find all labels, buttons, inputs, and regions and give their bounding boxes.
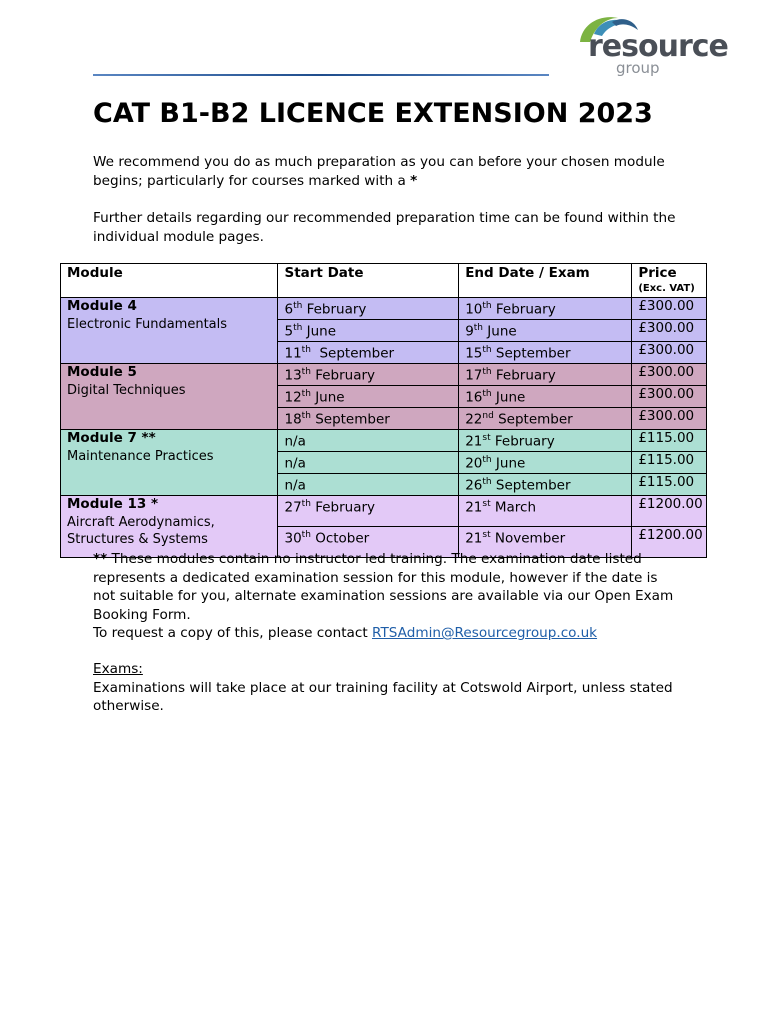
start-date-cell (278, 342, 459, 364)
end-day: 17 (465, 367, 483, 384)
end-ordinal: st (482, 433, 491, 443)
start-date-cell (278, 320, 459, 342)
logo-subword: group (616, 59, 660, 77)
module-name: Module 5 (67, 364, 137, 380)
price-cell: £300.00 (632, 320, 707, 342)
end-date-cell (459, 452, 632, 474)
schedule-table (60, 263, 707, 558)
end-day: 15 (465, 345, 483, 362)
start-day: 30 (284, 530, 302, 547)
end-month: November (490, 530, 566, 547)
table-row (61, 496, 707, 527)
end-date-cell (459, 430, 632, 452)
module-cell (61, 364, 278, 430)
end-day: 21 (465, 530, 483, 547)
price-cell: £1200.00 (632, 527, 707, 558)
end-ordinal: th (482, 477, 492, 487)
end-date-cell (459, 496, 632, 527)
start-date-cell (278, 386, 459, 408)
start-month: September (310, 345, 395, 362)
end-day: 9 (465, 323, 474, 340)
end-ordinal: nd (482, 411, 494, 421)
end-month: June (483, 323, 517, 340)
end-day: 20 (465, 455, 483, 472)
start-ordinal: th (293, 301, 303, 311)
table-row (61, 298, 707, 320)
header-end-date: End Date / Exam (459, 264, 632, 298)
module-name: Module 4 (67, 298, 137, 314)
start-date-cell (278, 408, 459, 430)
table-header-row (61, 264, 707, 298)
start-day: 11 (284, 345, 302, 362)
end-day: 22 (465, 411, 483, 428)
start-month: October (310, 530, 370, 547)
end-ordinal: th (482, 455, 492, 465)
price-cell: £115.00 (632, 474, 707, 496)
resource-group-logo (572, 12, 742, 78)
end-month: February (490, 433, 555, 450)
start-date-cell (278, 474, 459, 496)
start-day: 6 (284, 301, 294, 318)
start-month: September (310, 411, 390, 428)
exams-text: Examinations will take place at our training facility at Cotswold Airport, unless stated otherwise. (93, 679, 673, 714)
start-month: June (302, 323, 337, 340)
end-month: September (491, 345, 571, 362)
start-month: February (310, 499, 376, 516)
end-ordinal: th (473, 323, 484, 333)
logo-wordmark: resource (588, 29, 728, 64)
end-date-cell (459, 364, 632, 386)
start-day: 5 (284, 323, 294, 340)
intro-paragraph-2: Further details regarding our recommended preparation time can be found within the individual module pages. (93, 210, 676, 245)
module-name: Module 13 * (67, 496, 159, 512)
price-cell: £115.00 (632, 452, 707, 474)
module-cell (61, 496, 278, 558)
end-day: 26 (465, 477, 483, 494)
end-day: 21 (465, 499, 483, 516)
start-ordinal: th (301, 389, 311, 399)
header-price (632, 264, 707, 298)
start-date-cell (278, 298, 459, 320)
start-month: June (310, 389, 345, 406)
start-ordinal: th (301, 530, 311, 540)
end-ordinal: th (482, 367, 492, 377)
end-ordinal: st (482, 530, 491, 540)
end-date-cell (459, 298, 632, 320)
price-cell: £1200.00 (632, 496, 707, 527)
start-month: February (310, 367, 376, 384)
price-cell: £300.00 (632, 342, 707, 364)
start-ordinal: th (301, 345, 311, 355)
table-row (61, 364, 707, 386)
notes-text: These modules contain no instructor led training. The examination date listed represents a dedicated examination session for this module, however if the date is not suitable for you, alternate examination sessions are available via our Open Exam Booking Form. (93, 551, 674, 623)
start-date-cell (278, 496, 459, 527)
module-cell (61, 430, 278, 496)
intro-text: We recommend you do as much preparation as you can before your chosen module begins; particularly for courses marked with a (93, 154, 665, 189)
start-ordinal: th (293, 323, 303, 333)
end-month: June (491, 389, 526, 406)
intro-star: * (410, 172, 418, 189)
module-name: Module 7 ** (67, 430, 156, 446)
end-date-cell (459, 342, 632, 364)
end-ordinal: th (482, 389, 492, 399)
end-ordinal: th (482, 301, 492, 311)
module-description: Electronic Fundamentals (67, 316, 228, 332)
page-title: CAT B1-B2 LICENCE EXTENSION 2023 (93, 98, 653, 129)
end-day: 16 (465, 389, 483, 406)
header-rule (93, 74, 549, 76)
notes-stars: ** (93, 551, 108, 567)
start-day: 18 (284, 411, 302, 428)
start-day: 12 (284, 389, 302, 406)
end-month: February (491, 301, 556, 318)
end-month: March (490, 499, 537, 516)
start-ordinal: th (301, 411, 311, 421)
start-day: 13 (284, 367, 302, 384)
notes-paragraph (93, 550, 683, 643)
price-cell: £300.00 (632, 364, 707, 386)
end-date-cell (459, 408, 632, 430)
start-ordinal: th (301, 499, 311, 509)
start-date-cell (278, 452, 459, 474)
header-price-sub: (Exc. VAT) (638, 282, 695, 294)
table-row (61, 430, 707, 452)
price-cell: £300.00 (632, 408, 707, 430)
header-start-date: Start Date (278, 264, 459, 298)
start-day: n/a (284, 477, 306, 494)
price-cell: £300.00 (632, 386, 707, 408)
end-month: September (491, 477, 571, 494)
end-date-cell (459, 386, 632, 408)
header-module: Module (61, 264, 278, 298)
end-month: September (493, 411, 573, 428)
header-price-label: Price (638, 265, 677, 281)
module-description: Maintenance Practices (67, 448, 214, 464)
price-cell: £300.00 (632, 298, 707, 320)
price-cell: £115.00 (632, 430, 707, 452)
end-date-cell (459, 474, 632, 496)
module-cell (61, 298, 278, 364)
contact-email-link[interactable]: RTSAdmin@Resourcegroup.co.uk (372, 625, 598, 641)
end-ordinal: th (482, 345, 492, 355)
start-ordinal: th (301, 367, 311, 377)
exams-paragraph (93, 660, 683, 716)
table-body (61, 298, 707, 558)
start-day: n/a (284, 455, 306, 472)
start-date-cell (278, 430, 459, 452)
end-month: February (491, 367, 556, 384)
end-month: June (491, 455, 526, 472)
module-description: Aircraft Aerodynamics, Structures & Systems (67, 514, 215, 547)
start-day: n/a (284, 433, 306, 450)
end-day: 10 (465, 301, 483, 318)
end-ordinal: st (482, 499, 491, 509)
module-description: Digital Techniques (67, 382, 186, 398)
start-month: February (302, 301, 367, 318)
exams-heading: Exams: (93, 661, 143, 677)
intro-paragraph-1 (93, 153, 683, 190)
end-day: 21 (465, 433, 483, 450)
start-day: 27 (284, 499, 302, 516)
start-date-cell (278, 364, 459, 386)
contact-text: To request a copy of this, please contact (93, 625, 372, 641)
end-date-cell (459, 320, 632, 342)
